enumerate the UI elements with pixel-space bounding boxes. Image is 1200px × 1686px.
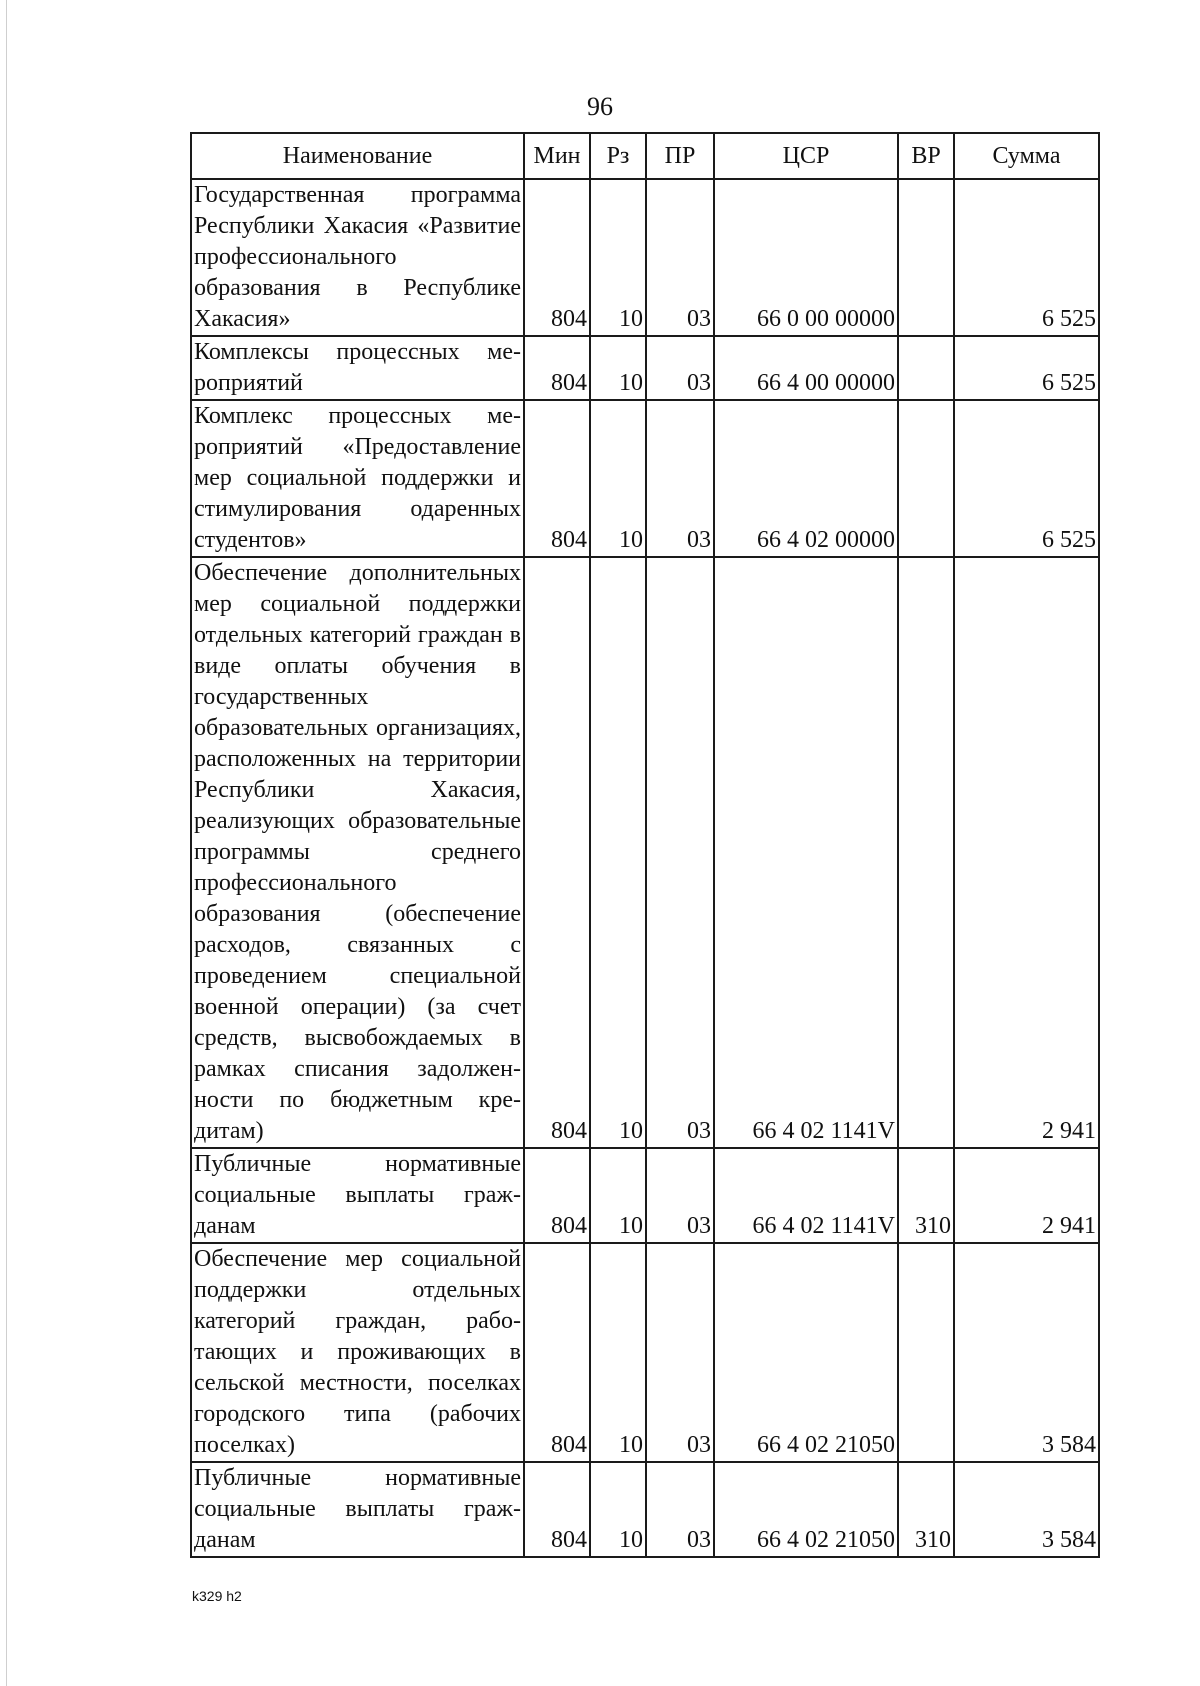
row-name: Публичные нормативные социальные выплаты гражданам [191, 1462, 524, 1557]
row-sum: 6 525 [954, 179, 1099, 336]
row-sum: 6 525 [954, 400, 1099, 557]
table-row [191, 1462, 1099, 1557]
row-sum: 6 525 [954, 336, 1099, 400]
row-rz: 10 [590, 400, 646, 557]
table-row [191, 1148, 1099, 1243]
row-rz: 10 [590, 336, 646, 400]
row-rz: 10 [590, 557, 646, 1148]
table-row [191, 179, 1099, 336]
header-rz: Рз [590, 133, 646, 179]
budget-table [190, 132, 1100, 1558]
row-name: Обеспечение дополнительных мер социальной поддержки отдельных категорий граждан в виде оплаты обучения в государственных образовательных организациях, расположенных на территории Республики Хакасия, реализующих образовательные программы среднего профессионального образования (обеспечение расходов, связанных с проведением специальной военной операции) (за счет средств, высвобождаемых в рамках списания задолженности по бюджетным кредитам) [191, 557, 524, 1148]
row-vr [898, 400, 954, 557]
row-csr: 66 4 02 21050 [714, 1462, 898, 1557]
row-vr [898, 1243, 954, 1462]
row-min: 804 [524, 1148, 590, 1243]
row-pr: 03 [646, 1243, 714, 1462]
row-pr: 03 [646, 179, 714, 336]
table-row [191, 557, 1099, 1148]
row-pr: 03 [646, 400, 714, 557]
row-name: Комплекс процессных мероприятий «Предоставление мер социальной поддержки и стимулирования одаренных студентов» [191, 400, 524, 557]
row-name: Обеспечение мер социальной поддержки отдельных категорий граждан, работающих и проживающих в сельской местности, поселках городского типа (рабочих поселках) [191, 1243, 524, 1462]
row-vr [898, 179, 954, 336]
row-sum: 3 584 [954, 1243, 1099, 1462]
row-sum: 2 941 [954, 557, 1099, 1148]
header-min: Мин [524, 133, 590, 179]
row-rz: 10 [590, 1148, 646, 1243]
header-name: Наименование [191, 133, 524, 179]
scan-margin-line [6, 0, 7, 1686]
row-vr: 310 [898, 1148, 954, 1243]
row-pr: 03 [646, 1462, 714, 1557]
row-csr: 66 4 02 1141V [714, 557, 898, 1148]
row-min: 804 [524, 1462, 590, 1557]
footer-code: k329 h2 [192, 1588, 242, 1604]
row-csr: 66 4 00 00000 [714, 336, 898, 400]
row-name: Государственная программа Республики Хакасия «Развитие профессионального образования в Республике Хакасия» [191, 179, 524, 336]
header-csr: ЦСР [714, 133, 898, 179]
row-min: 804 [524, 179, 590, 336]
row-rz: 10 [590, 1462, 646, 1557]
row-csr: 66 4 02 00000 [714, 400, 898, 557]
table-row [191, 1243, 1099, 1462]
row-name: Комплексы процессных мероприятий [191, 336, 524, 400]
row-pr: 03 [646, 336, 714, 400]
row-min: 804 [524, 400, 590, 557]
row-pr: 03 [646, 557, 714, 1148]
row-csr: 66 4 02 21050 [714, 1243, 898, 1462]
row-vr: 310 [898, 1462, 954, 1557]
table-header-row [191, 133, 1099, 179]
row-csr: 66 0 00 00000 [714, 179, 898, 336]
table-row [191, 336, 1099, 400]
row-vr [898, 336, 954, 400]
row-rz: 10 [590, 1243, 646, 1462]
row-sum: 3 584 [954, 1462, 1099, 1557]
row-rz: 10 [590, 179, 646, 336]
header-sum: Сумма [954, 133, 1099, 179]
row-sum: 2 941 [954, 1148, 1099, 1243]
header-vr: ВР [898, 133, 954, 179]
row-min: 804 [524, 1243, 590, 1462]
row-min: 804 [524, 557, 590, 1148]
page-number: 96 [587, 92, 613, 121]
row-min: 804 [524, 336, 590, 400]
row-name: Публичные нормативные социальные выплаты гражданам [191, 1148, 524, 1243]
header-pr: ПР [646, 133, 714, 179]
row-csr: 66 4 02 1141V [714, 1148, 898, 1243]
table-row [191, 400, 1099, 557]
row-pr: 03 [646, 1148, 714, 1243]
row-vr [898, 557, 954, 1148]
